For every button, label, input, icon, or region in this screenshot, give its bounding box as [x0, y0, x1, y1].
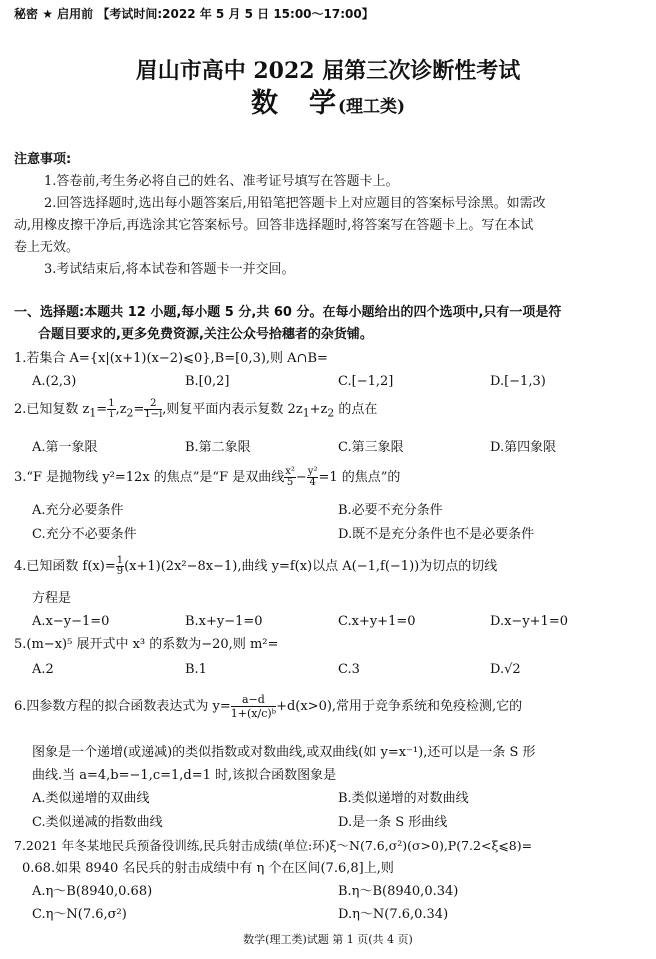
- denominator: 1−i: [144, 409, 163, 420]
- subject-category: (理工类): [337, 97, 406, 117]
- notice-item: 1.答卷前,考生务必将自己的姓名、准考证号填写在答题卡上。: [44, 174, 399, 189]
- q3-fraction-1: [284, 467, 296, 488]
- numerator: x²: [285, 466, 295, 477]
- question-5-stem: 5.(m−x)⁵ 展开式中 x³ 的系数为−20,则 m²=: [14, 637, 279, 652]
- secret-label: 秘密: [14, 7, 39, 21]
- denominator: 5: [286, 477, 294, 488]
- q2-text: 2.已知复数 z: [14, 402, 90, 417]
- numerator: 2: [144, 399, 162, 410]
- q4-fraction: [116, 556, 124, 577]
- question-7-stem-cont: 0.68.如果 8940 名民兵的射击成绩中有 η 个在区间(7.6,8]上,则: [22, 861, 394, 876]
- exam-time: 【考试时间:2022 年 5 月 5 日 15:00～17:00】: [97, 7, 374, 21]
- denominator: 9: [116, 566, 124, 577]
- q2-subscript: 2: [327, 406, 335, 420]
- question-7-option-a: A.η～B(8940,0.68): [32, 884, 153, 899]
- q2-text: =: [133, 402, 145, 417]
- question-5-option-c: C.3: [338, 662, 360, 677]
- denominator: 1+(x/c)ᵇ: [230, 707, 277, 720]
- q3-text: 3.“F 是抛物线 y²=12x 的焦点”是“F 是双曲线: [14, 470, 285, 485]
- question-3-option-d: D.既不是充分条件也不是必要条件: [338, 527, 535, 542]
- question-4-option-c: C.x+y+1=0: [338, 614, 416, 629]
- question-1-option-b: B.[0,2]: [185, 374, 230, 389]
- q6-fraction: [231, 693, 276, 720]
- question-4-stem-cont: 方程是: [32, 591, 72, 606]
- q2-text: ,则复平面内表示复数 2z: [162, 402, 303, 417]
- question-6-option-b: B.类似递增的对数曲线: [338, 791, 469, 806]
- q2-fraction-1: [107, 399, 115, 420]
- question-4-option-d: D.x−y+1=0: [490, 614, 568, 629]
- question-5-option-b: B.1: [185, 662, 207, 677]
- numerator: a−d: [231, 693, 276, 707]
- q4-text: (x+1)(2x²−8x−1),曲线 y=f(x)以点 A(−1,f(−1))为切点的切线: [124, 559, 498, 574]
- question-6-stem-cont: 图象是一个递增(或递减)的类似指数或对数曲线,或双曲线(如 y=x⁻¹),还可以是一条 S 形: [32, 745, 536, 760]
- q2-subscript: 2: [126, 406, 134, 420]
- numerator: 1: [116, 555, 124, 566]
- question-7-stem: 7.2021 年冬某地民兵预备役训练,民兵射击成绩(单位:环)ξ～N(7.6,σ²)(σ>0),P(7.2<ξ⩽8)=: [14, 838, 533, 853]
- numerator: 1: [108, 398, 115, 409]
- question-6-option-d: D.是一条 S 形曲线: [338, 815, 448, 830]
- question-3-option-c: C.充分不必要条件: [32, 527, 137, 542]
- star-icon: ★: [42, 7, 53, 21]
- question-6-option-c: C.类似递减的指数曲线: [32, 815, 163, 830]
- q6-text: +d(x>0),常用于竞争系统和免疫检测,它的: [276, 699, 523, 714]
- question-1-stem: 1.若集合 A={x|(x+1)(x−2)⩽0},B=[0,3),则 A∩B=: [14, 351, 328, 366]
- question-1-option-c: C.[−1,2]: [338, 374, 394, 389]
- denominator: 4: [309, 477, 316, 488]
- q2-text: ,z: [115, 402, 127, 417]
- question-6-stem-cont: 曲线.当 a=4,b=−1,c=1,d=1 时,该拟合函数图象是: [32, 768, 337, 783]
- question-2-option-d: D.第四象限: [490, 440, 557, 455]
- section-heading-cont: 合题目要求的,更多免费资源,关注公众号拾穗者的杂货铺。: [38, 327, 373, 342]
- question-5-option-a: A.2: [32, 662, 54, 677]
- notice-item: 3.考试结束后,将本试卷和答题卡一并交回。: [44, 262, 295, 277]
- question-7-option-c: C.η～N(7.6,σ²): [32, 907, 127, 922]
- question-7-option-d: D.η～N(7.6,0.34): [338, 907, 449, 922]
- exam-title: 眉山市高中 2022 届第三次诊断性考试: [135, 58, 521, 84]
- notice-item: 卷上无效。: [14, 240, 80, 255]
- q6-text: 6.四参数方程的拟合函数表达式为 y=: [14, 699, 231, 714]
- q3-text: =1 的焦点”的: [318, 470, 401, 485]
- question-3-stem: [14, 466, 400, 490]
- question-6-option-a: A.类似递增的双曲线: [32, 791, 150, 806]
- question-5-option-d: D.√2: [490, 662, 521, 677]
- question-2-stem: [14, 398, 377, 426]
- question-3-option-b: B.必要不充分条件: [338, 503, 443, 518]
- denominator: i: [109, 409, 113, 420]
- notice-heading: 注意事项:: [14, 152, 72, 167]
- q2-subscript: 1: [89, 406, 97, 420]
- question-7-option-b: B.η～B(8940,0.34): [338, 884, 459, 899]
- question-1-option-d: D.[−1,3): [490, 374, 546, 389]
- subject-name: 数 学: [250, 88, 338, 119]
- section-heading: 一、选择题:本题共 12 小题,每小题 5 分,共 60 分。在每小题给出的四个选项中,只有一项是符: [14, 305, 562, 320]
- question-3-option-a: A.充分必要条件: [32, 503, 124, 518]
- question-2-option-b: B.第二象限: [185, 440, 251, 455]
- question-4-stem: [14, 555, 497, 579]
- question-2-option-c: C.第三象限: [338, 440, 404, 455]
- q2-text: 的点在: [334, 402, 378, 417]
- subject-title: [0, 88, 656, 123]
- before-use-label: 启用前: [57, 7, 94, 21]
- question-4-option-b: B.x+y−1=0: [185, 614, 263, 629]
- numerator: y²: [307, 466, 318, 477]
- question-6-stem: [14, 692, 522, 722]
- question-2-option-a: A.第一象限: [32, 440, 98, 455]
- q4-text: 4.已知函数 f(x)=: [14, 559, 116, 574]
- notice-item: 动,用橡皮擦干净后,再选涂其它答案标号。回答非选择题时,将答案写在答题卡上。写在本试: [14, 218, 534, 233]
- confidential-header: [14, 6, 374, 22]
- q2-text: +z: [309, 402, 328, 417]
- q2-subscript: 1: [302, 406, 310, 420]
- q3-fraction-2: [307, 467, 319, 488]
- q2-fraction-2: [144, 399, 162, 420]
- question-1-option-a: A.(2,3): [32, 374, 77, 389]
- page-footer: 数学(理工类)试题 第 1 页(共 4 页): [243, 933, 413, 946]
- notice-item: 2.回答选择题时,选出每小题答案后,用铅笔把答题卡上对应题目的答案标号涂黑。如需改: [44, 196, 546, 211]
- q2-text: =: [96, 402, 108, 417]
- question-4-option-a: A.x−y−1=0: [32, 614, 110, 629]
- q3-text: −: [295, 470, 307, 485]
